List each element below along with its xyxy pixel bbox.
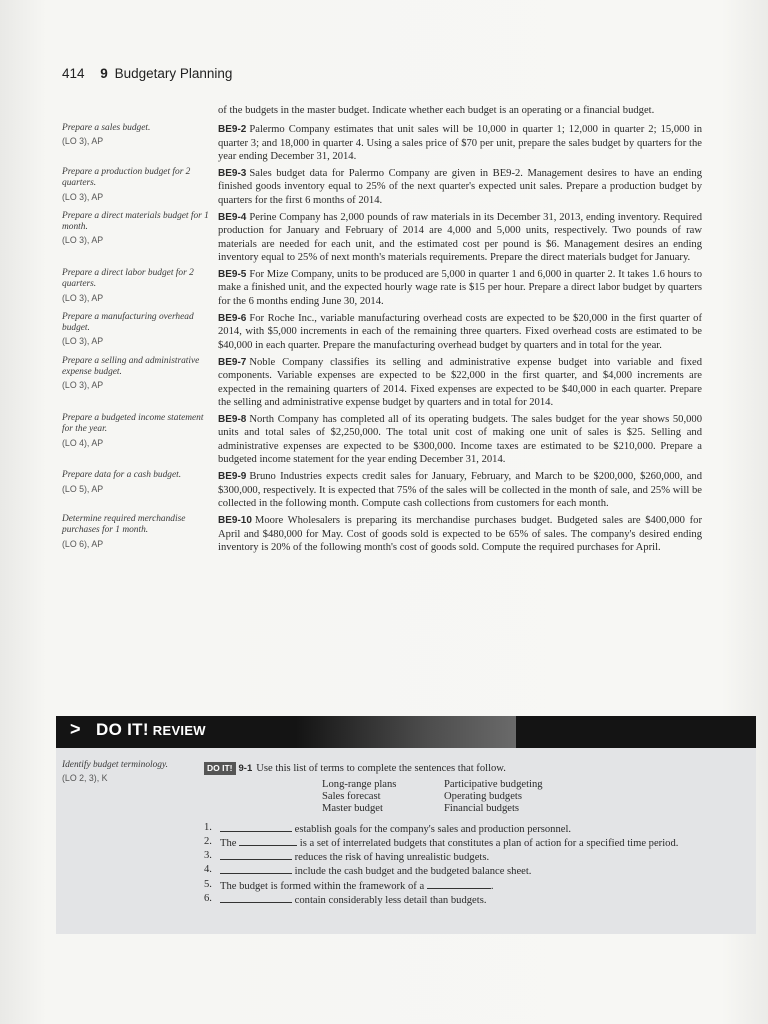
term: Financial budgets (444, 803, 520, 815)
sentence-item (204, 822, 704, 836)
intro-text: of the budgets in the master budget. Indicate whether each budget is an operating or a financial budget. (218, 105, 655, 116)
margin-note-text: Prepare a direct materials budget for 1 month. (62, 210, 209, 233)
answer-blank (427, 879, 491, 889)
exercise-list (62, 104, 702, 554)
exercise-row (62, 268, 702, 308)
margin-note-text: Determine required merchandise purchases for 1 month. (62, 514, 186, 536)
exercise-number: 9-1 (238, 763, 253, 774)
do-it-badge: DO IT! (204, 762, 236, 775)
sentence-number: 4. (204, 864, 212, 876)
exercise-body (218, 167, 702, 207)
chevron-right-icon: > (70, 719, 81, 739)
margin-note (62, 123, 218, 163)
exercise-row (62, 470, 702, 510)
margin-note-text: Prepare data for a cash budget. (62, 470, 182, 481)
exercise-body (218, 312, 702, 352)
exercise-id: BE9-5 (218, 269, 247, 281)
sentence-suffix: include the cash budget and the budgeted balance sheet. (294, 866, 532, 878)
learning-objective: (LO 3), AP (62, 136, 104, 147)
banner-gradient (296, 716, 516, 748)
exercise-id: BE9-7 (218, 356, 247, 368)
exercise-text: Bruno Industries expects credit sales for January, February, and March to be $200,000, $260,000, and $300,000, respectively. It is expected that 75% of the sales will be collected in the month of sale, and 25% will be collected in the following month. Compute cash collections from customers for each month. (218, 471, 702, 509)
exercise-instruction: Use this list of terms to complete the sentences that follow. (256, 763, 506, 774)
margin-note-text: Prepare a selling and administrative expense budget. (62, 355, 200, 378)
exercise-text: Noble Company classifies its selling and administrative expense budget into variable and fixed components. Variable expenses are expected to be $22,000 in the first quarter, and $4,000 increments are expected in the remaining quarters of 2014. Fixed expenses are expected to be $40,000 in each quarter. Prepare the selling and administrative expense budget by quarters and in total for 2014. (218, 356, 702, 408)
chapter-title: Budgetary Planning (114, 66, 233, 81)
term: Participative budgeting (444, 778, 543, 790)
sentence-number: 5. (204, 878, 212, 890)
learning-objective: (LO 2, 3), K (62, 773, 108, 784)
term: Long-range plans (322, 778, 397, 790)
exercise-body (218, 123, 702, 163)
sentence-number: 6. (204, 892, 212, 904)
do-it-exercise (204, 762, 704, 907)
page-header (62, 66, 232, 81)
exercise-body (218, 413, 702, 466)
exercise-id: BE9-3 (218, 168, 247, 180)
margin-note-text: Prepare a direct labor budget for 2 quarters. (62, 268, 194, 290)
sentence-prefix: The budget is formed within the framework of a (220, 880, 425, 892)
margin-note (62, 211, 218, 264)
exercise-body (218, 211, 702, 264)
answer-blank (220, 850, 292, 860)
exercise-body (218, 356, 702, 409)
margin-note (62, 470, 218, 510)
do-it-review-banner (56, 716, 756, 748)
exercise-id: BE9-8 (218, 414, 247, 426)
chapter-icon: 9 (100, 66, 108, 81)
sentence-item (204, 850, 704, 864)
margin-note-text: Prepare a manufacturing overhead budget. (62, 312, 194, 334)
exercise-row (62, 312, 702, 352)
answer-blank (220, 893, 292, 903)
sentence-number: 3. (204, 850, 212, 862)
exercise-id: BE9-4 (218, 211, 247, 223)
exercise-row (62, 123, 702, 163)
term-list (322, 779, 704, 816)
sentence-item (204, 893, 704, 907)
sentence-item (204, 864, 704, 878)
exercise-id: BE9-6 (218, 313, 247, 325)
margin-note-text: Prepare a sales budget. (62, 123, 151, 134)
term: Master budget (322, 803, 383, 815)
exercise-row (62, 514, 702, 554)
margin-note (62, 760, 182, 784)
margin-note (62, 413, 218, 466)
sentence-item (204, 836, 704, 850)
sentence-list (204, 822, 704, 907)
exercise-id: BE9-2 (218, 124, 247, 136)
sentence-suffix: reduces the risk of having unrealistic budgets. (294, 852, 490, 864)
learning-objective: (LO 3), AP (62, 191, 104, 202)
margin-note (62, 268, 218, 308)
exercise-row (62, 167, 702, 207)
margin-note (62, 514, 218, 554)
sentence-number: 1. (204, 821, 212, 833)
exercise-text: Sales budget data for Palermo Company are given in BE9-2. Management desires to have an ending finished goods inventory equal to 25% of the next quarter's expected unit sales. Prepare a production budget by quarters for the first 6 months of 2014. (218, 168, 702, 206)
exercise-body (218, 268, 702, 308)
exercise-text: For Mize Company, units to be produced are 5,000 in quarter 1 and 6,000 in quarter 2. It takes 1.6 hours to make a finished unit, and the expected hourly wage rate is $15 per hour. Prepare a direct labor budget by quarters for the 6 months ending June 30, 2014. (218, 269, 702, 307)
learning-objective: (LO 4), AP (62, 437, 104, 448)
sentence-suffix: contain considerably less detail than budgets. (294, 894, 487, 906)
exercise-id: BE9-10 (218, 515, 252, 527)
section-title-main: DO IT! (96, 720, 149, 739)
exercise-text: For Roche Inc., variable manufacturing overhead costs are expected to be $20,000 in the first quarter of 2014, with $5,000 increments in each of the remaining three quarters. Fixed overhead costs are estimated to be $40,000 in each quarter. Prepare the manufacturing overhead budget by quarters and in total for the year. (218, 313, 702, 351)
section-title-suffix: REVIEW (152, 723, 206, 738)
learning-objective: (LO 3), AP (62, 235, 104, 246)
sentence-item (204, 879, 704, 893)
exercise-row (62, 211, 702, 264)
margin-note-text: Prepare a budgeted income statement for the year. (62, 413, 204, 435)
exercise-body (218, 470, 702, 510)
sentence-prefix: The (220, 838, 237, 850)
answer-blank (220, 822, 292, 832)
exercise-text: Moore Wholesalers is preparing its merchandise purchases budget. Budgeted sales are $400,000 for April and $480,000 for May. Cost of goods sold is expected to be 65% of sales. The company's desired ending inventory is 20% of the following month's cost of goods sold. Compute the required purchases for April. (218, 515, 702, 553)
margin-note (62, 356, 218, 409)
exercise-text: Palermo Company estimates that unit sales will be 10,000 in quarter 1; 12,000 in quarter 2; 15,000 in quarter 3; and 18,000 in quarter 4. Using a sales price of $70 per unit, prepare the sales budget by quarters for the year ending December 31, 2014. (218, 124, 702, 162)
sentence-suffix: is a set of interrelated budgets that constitutes a plan of action for a specified time period. (299, 838, 679, 850)
learning-objective: (LO 3), AP (62, 380, 104, 391)
exercise-row (62, 356, 702, 409)
do-it-review-section (56, 716, 756, 934)
page-number: 414 (62, 66, 85, 81)
exercise-body (218, 514, 702, 554)
sentence-suffix: establish goals for the company's sales and production personnel. (294, 823, 572, 835)
exercise-text: Perine Company has 2,000 pounds of raw materials in its December 31, 2013, ending inventory. Required production for January and February of 2014 are 4,000 and 5,000 units, respectively. Two pounds of raw materials are needed for each unit, and the estimated cost per pound is $6. Management desires an ending inventory equal to 25% of next month's materials requirements. Prepare the direct materials budget for January. (218, 211, 702, 263)
margin-note-text: Prepare a production budget for 2 quarters. (62, 167, 191, 189)
section-title (96, 720, 206, 740)
answer-blank (220, 864, 292, 874)
exercise-heading (204, 762, 704, 776)
margin-note (62, 167, 218, 207)
learning-objective: (LO 5), AP (62, 483, 104, 494)
term: Operating budgets (444, 791, 522, 802)
learning-objective: (LO 6), AP (62, 538, 104, 549)
answer-blank (239, 836, 297, 846)
learning-objective: (LO 3), AP (62, 336, 104, 347)
exercise-row (62, 413, 702, 466)
learning-objective: (LO 3), AP (62, 292, 104, 303)
term: Sales forecast (322, 791, 381, 802)
sentence-number: 2. (204, 836, 212, 848)
exercise-id: BE9-9 (218, 471, 247, 483)
margin-note-text: Identify budget terminology. (62, 760, 168, 770)
exercise-text: North Company has completed all of its operating budgets. The sales budget for the year shows 50,000 units and total sales of $2,250,000. The total unit cost of making one unit of sales is $25. Selling and administrative expenses are expected to be $300,000. Income taxes are estimated to be $210,000. Prepare a budgeted income statement for the year ending December 31, 2014. (218, 414, 702, 466)
sentence-suffix: . (490, 880, 494, 892)
margin-note (62, 312, 218, 352)
